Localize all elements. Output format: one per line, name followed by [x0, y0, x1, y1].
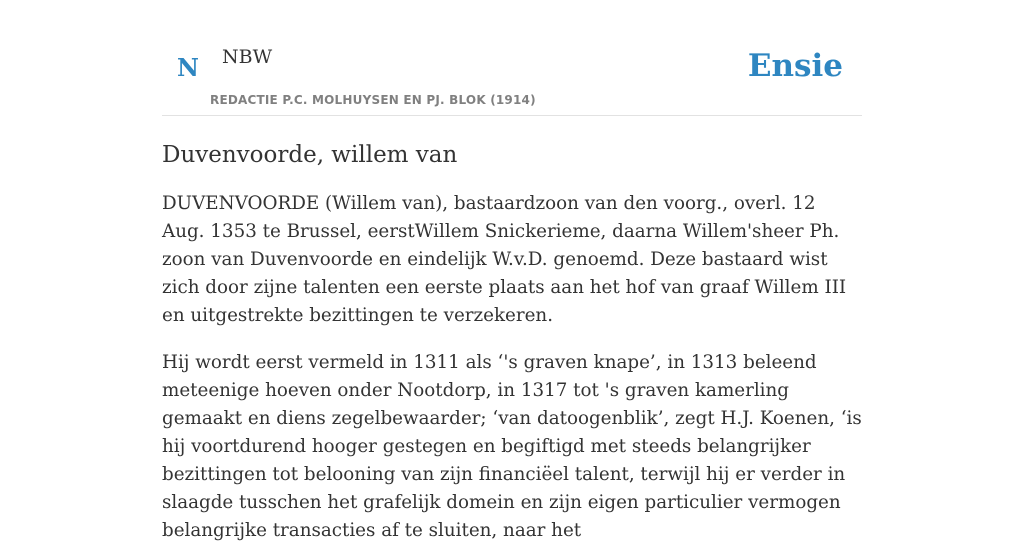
- ensie-brand-link[interactable]: Ensie: [747, 48, 843, 84]
- article: [162, 141, 862, 545]
- source-name: NBW: [222, 46, 273, 68]
- site-header: [162, 0, 862, 116]
- page: [162, 0, 862, 545]
- article-paragraph: Hij wordt eerst vermeld in 1311 als ‘'s graven knape’, in 1313 beleend meteenige hoeven onder Nootdorp, in 1317 tot 's graven kamerling gemaakt en diens zegelbewaarder; ‘van datoogenblik’, zegt H.J. Koenen, ‘is hij voortdurend hooger gestegen en begiftigd met steeds belangrijker bezittingen tot belooning van zijn financiëel talent, terwijl hij er verder in slaagde tusschen het grafelijk domein en zijn eigen particulier vermogen belangrijke transacties af te sluiten, naar het: [162, 351, 862, 541]
- source-logo-link[interactable]: N: [177, 53, 199, 82]
- article-paragraph: DUVENVOORDE (Willem van), bastaardzoon van den voorg., overl. 12 Aug. 1353 te Brussel, eerstWillem Snickerieme, daarna Willem'sheer Ph. zoon van Duvenvoorde en eindelijk W.v.D. genoemd. Deze bastaard wist zich door zijne talenten een eerste plaats aan het hof van graaf Willem III en uitgestrekte bezittingen te verzekeren.: [162, 192, 847, 326]
- source-editors: REDACTIE P.C. MOLHUYSEN EN PJ. BLOK (1914): [210, 93, 536, 107]
- article-title: Duvenvoorde, willem van: [162, 142, 458, 168]
